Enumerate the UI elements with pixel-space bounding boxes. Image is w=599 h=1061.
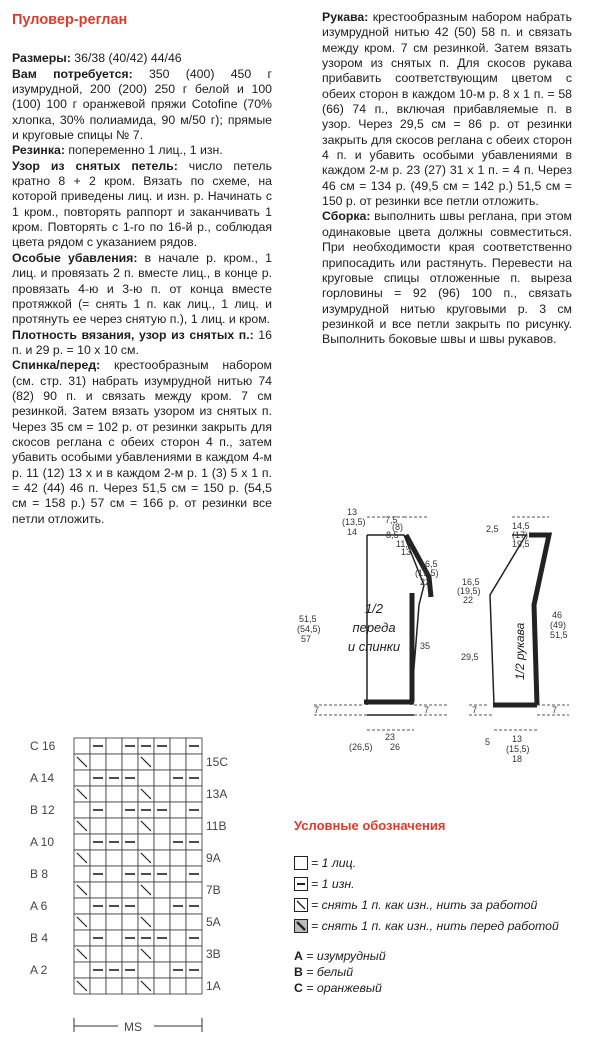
svg-text:(17): (17)	[512, 530, 529, 540]
assembly-paragraph: Сборка: выполнить швы реглана, при этом одинаковые цвета должны совместиться. При необходимости края соответственно припосадить или растянуть. Перевести на круговые спицы отложенные п. выреза горловины = 92 (96) 100 п., связать изумрудной нитью круговыми р. 3 см резинкой и все петли закрыть по рисунку. Выполнить боковые швы и швы рукавов.	[322, 209, 572, 347]
chart-cell	[154, 898, 170, 914]
chart-row-label-left: B 12	[30, 803, 55, 817]
svg-text:(15,5): (15,5)	[506, 744, 530, 754]
chart-cell	[106, 866, 122, 882]
chart-row-label-right: 13A	[206, 787, 228, 801]
chart-cell	[154, 754, 170, 770]
chart-cell	[170, 802, 186, 818]
chart-cell	[122, 754, 138, 770]
chart-left-labels	[30, 739, 56, 977]
chart-right-labels	[206, 755, 228, 993]
sleeves-paragraph: Рукава: крестообразным набором набрать изумрудной нитью 42 (50) 58 п. и связать между кром. 7 см резинкой. Затем вязать узором из снятых п. Для скосов рукава прибавить соответствующим цветом с обеих сторон в каждом 10-м р. 8 х 1 п. = 58 (66) 74 п., включая прибавляемые п. в узор. Через 29,5 см = 86 р. от резинки закрыть для скосов реглана с обеих сторон 4 п. и убавить особыми убавлениями в каждом 2-м р. 23 (27) 31 х 1 п. = 4 п. Через 46 см = 134 р. (49,5 см = 142 р.) 51,5 см = 150 р. от резинки все петли отложить.	[322, 10, 572, 209]
svg-text:13: 13	[512, 734, 523, 744]
chart-grid	[74, 738, 202, 994]
slip-front-symbol-icon	[294, 919, 308, 933]
chart-row-label-right: 1A	[206, 979, 221, 993]
left-text-column	[12, 10, 272, 527]
chart-cell	[154, 770, 170, 786]
chart-cell	[138, 770, 154, 786]
chart-cell	[122, 978, 138, 994]
chart-cell	[106, 946, 122, 962]
body-label	[348, 601, 400, 654]
svg-text:5: 5	[485, 737, 491, 747]
svg-text:19,5: 19,5	[512, 539, 530, 549]
chart-cell	[170, 914, 186, 930]
purl-symbol-icon	[294, 877, 308, 891]
chart-row-label-right: 15C	[206, 755, 229, 769]
legend-color-a: A = изумрудный	[294, 949, 386, 963]
chart-cell	[74, 898, 90, 914]
chart-row-label-left: A 14	[30, 771, 55, 785]
chart-cell	[74, 962, 90, 978]
legend-slip-back: = снять 1 п. как изн., нить за работой	[294, 894, 559, 915]
legend-knit: = 1 лиц.	[294, 852, 559, 873]
chart-cell	[138, 834, 154, 850]
chart-cell	[106, 978, 122, 994]
svg-text:23: 23	[385, 732, 396, 742]
svg-text:22: 22	[463, 595, 474, 605]
chart-cell	[106, 754, 122, 770]
chart-cell	[154, 786, 170, 802]
svg-text:18: 18	[512, 754, 523, 763]
svg-text:2,5: 2,5	[486, 524, 499, 534]
chart-cell	[106, 914, 122, 930]
chart-cell	[90, 818, 106, 834]
ribbing-paragraph: Резинка: попеременно 1 лиц., 1 изн.	[12, 143, 223, 158]
legend-purl: = 1 изн.	[294, 873, 559, 894]
chart-cell	[154, 834, 170, 850]
chart-row-label-right: 3B	[206, 947, 221, 961]
chart-cell	[122, 946, 138, 962]
chart-cell	[186, 946, 202, 962]
chart-cell	[90, 882, 106, 898]
slip-pattern-paragraph: Узор из снятых петель: число петель кратно 8 + 2 кром. Вязать по схеме, на которой приведены лиц. и изн. р. Начинать с 1 кром., повторять раппорт и заканчивать 1 кром. Повторять с 1-го по 16-й р., соблюдая цвета рядом с указанием рядов.	[12, 158, 272, 250]
chart-cell	[170, 930, 186, 946]
chart-row-label-right: 7B	[206, 883, 221, 897]
chart-cell	[122, 850, 138, 866]
chart-cell	[186, 818, 202, 834]
chart-cell	[74, 802, 90, 818]
chart-cell	[90, 850, 106, 866]
svg-text:(49): (49)	[550, 620, 567, 630]
chart-cell	[122, 914, 138, 930]
gauge-paragraph: Плотность вязания, узор из снятых п.: 16 п. и 29 р. = 10 х 10 см.	[12, 327, 272, 357]
legend	[294, 818, 559, 996]
svg-text:7: 7	[424, 705, 430, 715]
svg-text:(19,5): (19,5)	[457, 586, 481, 596]
chart-cell	[106, 738, 122, 754]
body-label-line1: 1/2	[364, 601, 384, 616]
svg-text:16,5: 16,5	[462, 577, 480, 587]
chart-cell	[90, 914, 106, 930]
chart-cell	[170, 786, 186, 802]
chart-cell	[90, 786, 106, 802]
chart-cell	[74, 770, 90, 786]
chart-cell	[106, 818, 122, 834]
svg-text:8,5: 8,5	[386, 530, 399, 540]
stitch-chart	[20, 728, 250, 1040]
chart-row-label-left: C 16	[30, 739, 56, 753]
svg-text:7: 7	[552, 705, 558, 715]
svg-text:(8): (8)	[392, 522, 403, 532]
svg-text:13: 13	[347, 507, 358, 517]
chart-cell	[186, 882, 202, 898]
materials-paragraph: Вам потребуется: 350 (400) 450 г изумрудной, 200 (200) 250 г белой и 100 (100) 100 г оранжевой пряжи Cotofine (70% хлопка, 30% полиамида, 90 м/50 г); прямые и круговые спицы № 7.	[12, 66, 272, 143]
chart-cell	[154, 882, 170, 898]
chart-cell	[74, 930, 90, 946]
chart-cell	[106, 786, 122, 802]
chart-cell	[170, 882, 186, 898]
svg-text:13: 13	[401, 547, 412, 557]
knit-symbol-icon	[294, 856, 308, 870]
pattern-schematic	[294, 505, 579, 763]
right-text-column	[322, 10, 572, 348]
chart-cell	[122, 882, 138, 898]
chart-cell	[106, 802, 122, 818]
slip-back-symbol-icon	[294, 898, 308, 912]
chart-cell	[154, 850, 170, 866]
chart-row-label-right: 5A	[206, 915, 221, 929]
chart-cell	[170, 850, 186, 866]
chart-cell	[170, 818, 186, 834]
chart-cell	[90, 978, 106, 994]
chart-cell	[106, 882, 122, 898]
svg-text:16,5: 16,5	[420, 559, 438, 569]
sizes-paragraph: Размеры: 36/38 (40/42) 44/46	[12, 51, 182, 66]
svg-text:7,5: 7,5	[385, 515, 398, 525]
chart-row-label-left: A 10	[30, 835, 55, 849]
svg-text:57: 57	[301, 634, 312, 644]
svg-text:(54,5): (54,5)	[297, 624, 321, 634]
body-label-line3: и спинки	[347, 639, 401, 654]
legend-color-b: B = белый	[294, 965, 354, 979]
svg-text:11,5: 11,5	[396, 539, 413, 549]
svg-text:51,5: 51,5	[299, 614, 317, 624]
svg-text:29,5: 29,5	[461, 652, 479, 662]
decreases-paragraph: Особые убавления: в начале р. кром., 1 лиц. и провязать 2 п. вместе лиц., в конце р. провязать 4-ю и 3-ю п. от конца вместе протяжкой (= снять 1 п. как лиц., 1 лиц. и протянуть ее через снятую п.), 1 лиц. и кром.	[12, 250, 272, 327]
chart-cell	[170, 946, 186, 962]
svg-text:35: 35	[420, 641, 431, 651]
chart-cell	[154, 978, 170, 994]
chart-cell	[170, 866, 186, 882]
chart-cell	[138, 898, 154, 914]
chart-cell	[186, 914, 202, 930]
chart-cell	[170, 978, 186, 994]
svg-text:46: 46	[552, 610, 563, 620]
chart-cell	[122, 786, 138, 802]
chart-row-label-right: 9A	[206, 851, 221, 865]
body-label-line2: переда	[352, 620, 396, 635]
svg-text:(19,5): (19,5)	[415, 568, 439, 578]
repeat-label: MS	[124, 1020, 142, 1034]
chart-row-label-left: A 6	[30, 899, 48, 913]
chart-cell	[90, 754, 106, 770]
svg-text:(26,5): (26,5)	[349, 742, 373, 752]
chart-row-label-right: 11B	[206, 819, 227, 833]
chart-cell	[186, 850, 202, 866]
svg-text:7: 7	[472, 705, 478, 715]
svg-text:51,5: 51,5	[550, 630, 568, 640]
chart-cell	[186, 786, 202, 802]
svg-text:26: 26	[390, 742, 401, 752]
chart-cell	[106, 930, 122, 946]
chart-cell	[90, 946, 106, 962]
svg-text:22: 22	[420, 577, 431, 587]
chart-cell	[74, 834, 90, 850]
chart-cell	[122, 818, 138, 834]
sleeve-label: 1/2 рукава	[513, 622, 527, 680]
article-title: Пуловер-реглан	[12, 12, 128, 28]
back-front-paragraph: Спинка/перед: крестообразным набором (см. стр. 31) набрать изумрудной нитью 74 (82) 90 п. и связать между кром. 7 см резинкой. Затем вязать узором из снятых п. Через 35 см = 102 р. от резинки закрыть для скосов реглана с обеих сторон 4 п., затем убавить особыми убавлениями в каждом 4-м р. 11 (12) 13 х и в каждом 2-м р. 1 (3) 5 х 1 п. = 42 (44) 46 п. Через 51,5 см = 150 р. (54,5 см = 158 р.) 57 см = 166 р. от резинки все петли отложить.	[12, 358, 272, 526]
chart-cell	[106, 850, 122, 866]
chart-row-label-left: A 2	[30, 963, 48, 977]
legend-color-c: C = оранжевый	[294, 981, 382, 995]
chart-row-label-left: B 8	[30, 867, 49, 881]
chart-cell	[186, 978, 202, 994]
chart-cell	[154, 946, 170, 962]
chart-cell	[154, 914, 170, 930]
chart-cell	[74, 738, 90, 754]
chart-cell	[154, 962, 170, 978]
svg-text:14: 14	[347, 527, 358, 537]
chart-cell	[74, 866, 90, 882]
svg-text:14,5: 14,5	[512, 521, 530, 531]
svg-text:7: 7	[314, 705, 320, 715]
legend-title: Условные обозначения	[294, 818, 446, 833]
chart-cell	[170, 754, 186, 770]
chart-cell	[170, 738, 186, 754]
chart-cell	[138, 962, 154, 978]
chart-cell	[186, 754, 202, 770]
chart-cell	[154, 818, 170, 834]
svg-text:(13,5): (13,5)	[342, 517, 366, 527]
chart-row-label-left: B 4	[30, 931, 49, 945]
legend-slip-front: = снять 1 п. как изн., нить перед работой	[294, 915, 559, 936]
